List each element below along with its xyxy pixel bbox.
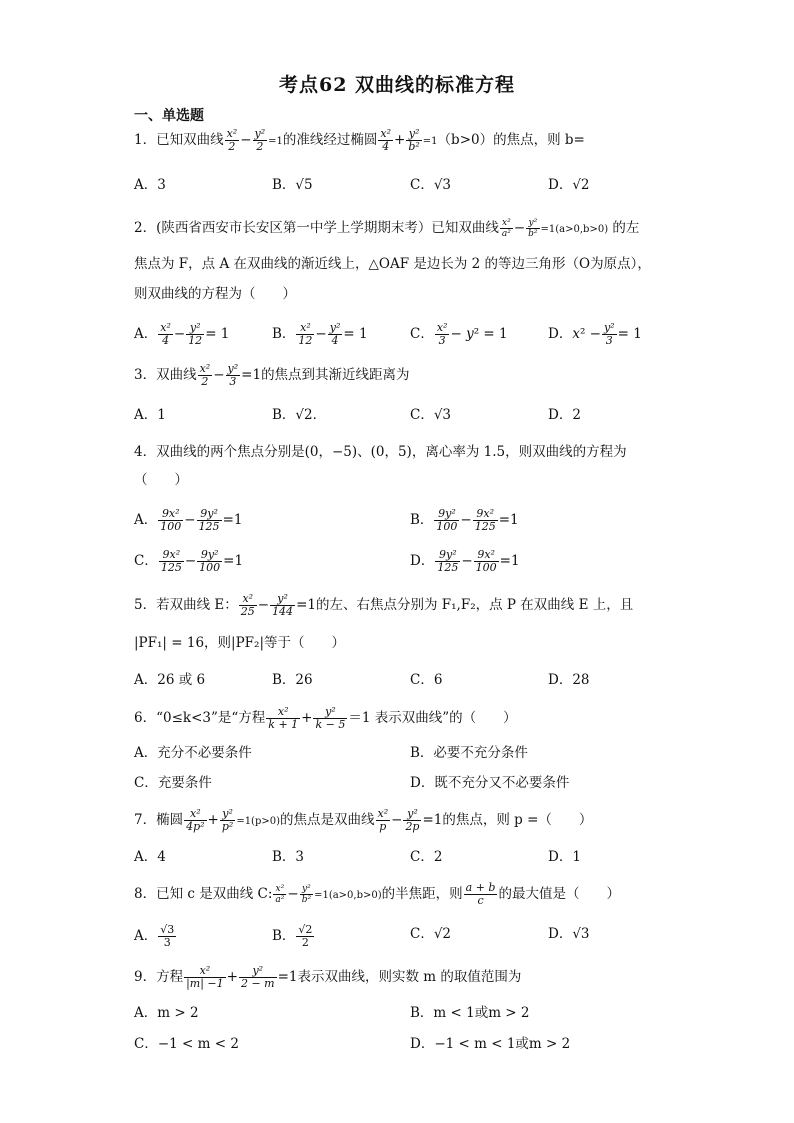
question-9: 9．方程 $\frac{\text{x²}}{|m| -1}$ + $\frac{\text{y²}}{2 - m}$ =1表示双曲线，则实数 m 的取值范围为: [134, 964, 522, 990]
q1-text-start: 1．已知双曲线: [134, 132, 224, 148]
q9-option-c: C．−1 < m < 2: [134, 1036, 239, 1052]
q7-option-c: C．2: [410, 849, 443, 865]
fraction: $\frac{\text{y²}}{2}$: [254, 127, 266, 153]
question-7: 7．椭圆 $\frac{\text{x²}}{\text{4p²}}$ + $\frac{\text{y²}}{\text{p²}}$ =1(p>0)的焦点是双曲线 $\frac{\text{x²}}{p}$ − $\frac{\text{y²}}{2p}$ =1的焦点，则 p =（ ）: [134, 807, 593, 833]
question-1: 1．已知双曲线 $\frac{\text{x²}}{2}$ − $\frac{\text{y²}}{2}$ =1的准线经过椭圆 $\frac{\text{x²}}{4}$ + $\frac{\text{y²}}{\text{b²}}$ =1（b>0）的焦点，则 b=: [134, 127, 585, 153]
q9-option-b: B．m < 1或m > 2: [410, 1005, 530, 1021]
page-title: 考点62 双曲线的标准方程: [278, 74, 516, 96]
q6-option-d: D．既不充分又不必要条件: [410, 775, 570, 791]
question-4-line-1: 4．双曲线的两个焦点分别是(0，−5)、(0，5)，离心率为 1.5，则双曲线的方程为: [134, 444, 627, 460]
fraction: $\frac{\text{x²}}{\text{a²}}$: [501, 218, 511, 239]
q8-option-b: B． $\frac{√2}{2}$: [272, 923, 313, 949]
q2-option-a: A． $\frac{\text{x²}}{4}$ − $\frac{\text{y²}}{12}$ = 1: [134, 321, 230, 347]
q6-option-a: A．充分不必要条件: [134, 745, 252, 761]
q1-option-a: A．3: [134, 177, 166, 193]
q1-option-d: D．√2: [548, 177, 590, 193]
q5-option-c: C．6: [410, 672, 443, 688]
q3-option-a: A．1: [134, 407, 166, 423]
q1-option-c: C．√3: [410, 177, 452, 193]
q3-option-d: D．2: [548, 407, 581, 423]
question-3: 3．双曲线 $\frac{\text{x²}}{2}$ − $\frac{\text{y²}}{3}$ =1的焦点到其渐近线距离为: [134, 362, 410, 388]
q8-option-c: C．√2: [410, 926, 452, 942]
q9-option-a: A．m > 2: [134, 1005, 199, 1021]
fraction: $\frac{\text{x²}}{4}$: [380, 127, 392, 153]
q2-text-end: 的左: [612, 220, 640, 236]
q1-option-b: B．√5: [272, 177, 313, 193]
q6-option-c: C．充要条件: [134, 775, 212, 791]
q7-option-b: B．3: [272, 849, 305, 865]
q8-option-d: D．√3: [548, 926, 590, 942]
q2-option-d: D．x² − $\frac{\text{y²}}{3}$ = 1: [548, 321, 642, 347]
q4-option-b: B． $\frac{\text{9y²}}{100}$ − $\frac{\text{9x²}}{125}$ =1: [410, 507, 519, 533]
q4-option-a: A． $\frac{\text{9x²}}{100}$ − $\frac{\text{9y²}}{125}$ =1: [134, 507, 243, 533]
q6-option-b: B．必要不充分条件: [410, 745, 528, 761]
fraction: $\frac{\text{y²}}{\text{b²}}$: [528, 218, 538, 239]
question-2-line-1: 2．(陕西省西安市长安区第一中学上学期期末考）已知双曲线 $\frac{\text{x²}}{\text{a²}}$ − $\frac{\text{y²}}{\text{b²}}$ =1(a>0,b>0) 的左: [134, 218, 640, 239]
q9-option-d: D．−1 < m < 1或m > 2: [410, 1036, 571, 1052]
question-2-line-2: 焦点为 F，点 A 在双曲线的渐近线上，△OAF 是边长为 2 的等边三角形（O为原点），: [134, 256, 651, 272]
q4-option-d: D． $\frac{\text{9y²}}{125}$ − $\frac{\text{9x²}}{100}$ =1: [410, 548, 520, 574]
q8-option-a: A． $\frac{√3}{3}$: [134, 923, 175, 949]
fraction: $\frac{\text{x²}}{2}$: [226, 127, 238, 153]
q2-option-c: C． $\frac{\text{x²}}{3}$ − y² = 1: [410, 321, 508, 347]
section-heading: 一、单选题: [134, 108, 204, 124]
fraction: $\frac{\text{y²}}{\text{b²}}$: [408, 127, 420, 153]
question-2-line-3: 则双曲线的方程为（ ）: [134, 286, 296, 302]
q7-option-a: A．4: [134, 849, 166, 865]
question-5-line-1: 5．若双曲线 E： $\frac{\text{x²}}{25}$ − $\frac{\text{y²}}{144}$ =1的左、右焦点分别为 F₁,F₂，点 P 在双曲线 E 上，且: [134, 592, 634, 618]
q5-option-b: B．26: [272, 672, 313, 688]
q1-text-mid: 的准线经过椭圆: [282, 132, 378, 148]
q2-option-b: B． $\frac{\text{x²}}{12}$ − $\frac{\text{y²}}{4}$ = 1: [272, 321, 368, 347]
question-5-line-2: |PF₁| = 16，则|PF₂|等于（ ）: [134, 635, 345, 651]
q5-option-d: D．28: [548, 672, 590, 688]
q3-option-c: C．√3: [410, 407, 452, 423]
q3-option-b: B．√2．: [272, 407, 327, 423]
q2-text-start: 2．(陕西省西安市长安区第一中学上学期期末考）已知双曲线: [134, 220, 499, 236]
q7-option-d: D．1: [548, 849, 581, 865]
question-4-line-2: （ ）: [134, 472, 188, 488]
q1-text-end: （b>0）的焦点，则 b=: [437, 132, 585, 148]
q4-option-c: C． $\frac{\text{9x²}}{125}$ − $\frac{\text{9y²}}{100}$ =1: [134, 548, 244, 574]
question-6: 6．“0≤k<3”是“方程 $\frac{\text{x²}}{k + 1}$ + $\frac{\text{y²}}{k - 5}$ ＝1 表示双曲线”的（ ）: [134, 705, 517, 731]
question-8: 8．已知 c 是双曲线 C: $\frac{\text{x²}}{\text{a²}}$ − $\frac{\text{y²}}{\text{b²}}$ =1(a>0,b>0)的半焦距，则 $\frac{a + b}{c}$ 的最大值是（ ）: [134, 881, 620, 907]
q5-option-a: A．26 或 6: [134, 672, 206, 688]
